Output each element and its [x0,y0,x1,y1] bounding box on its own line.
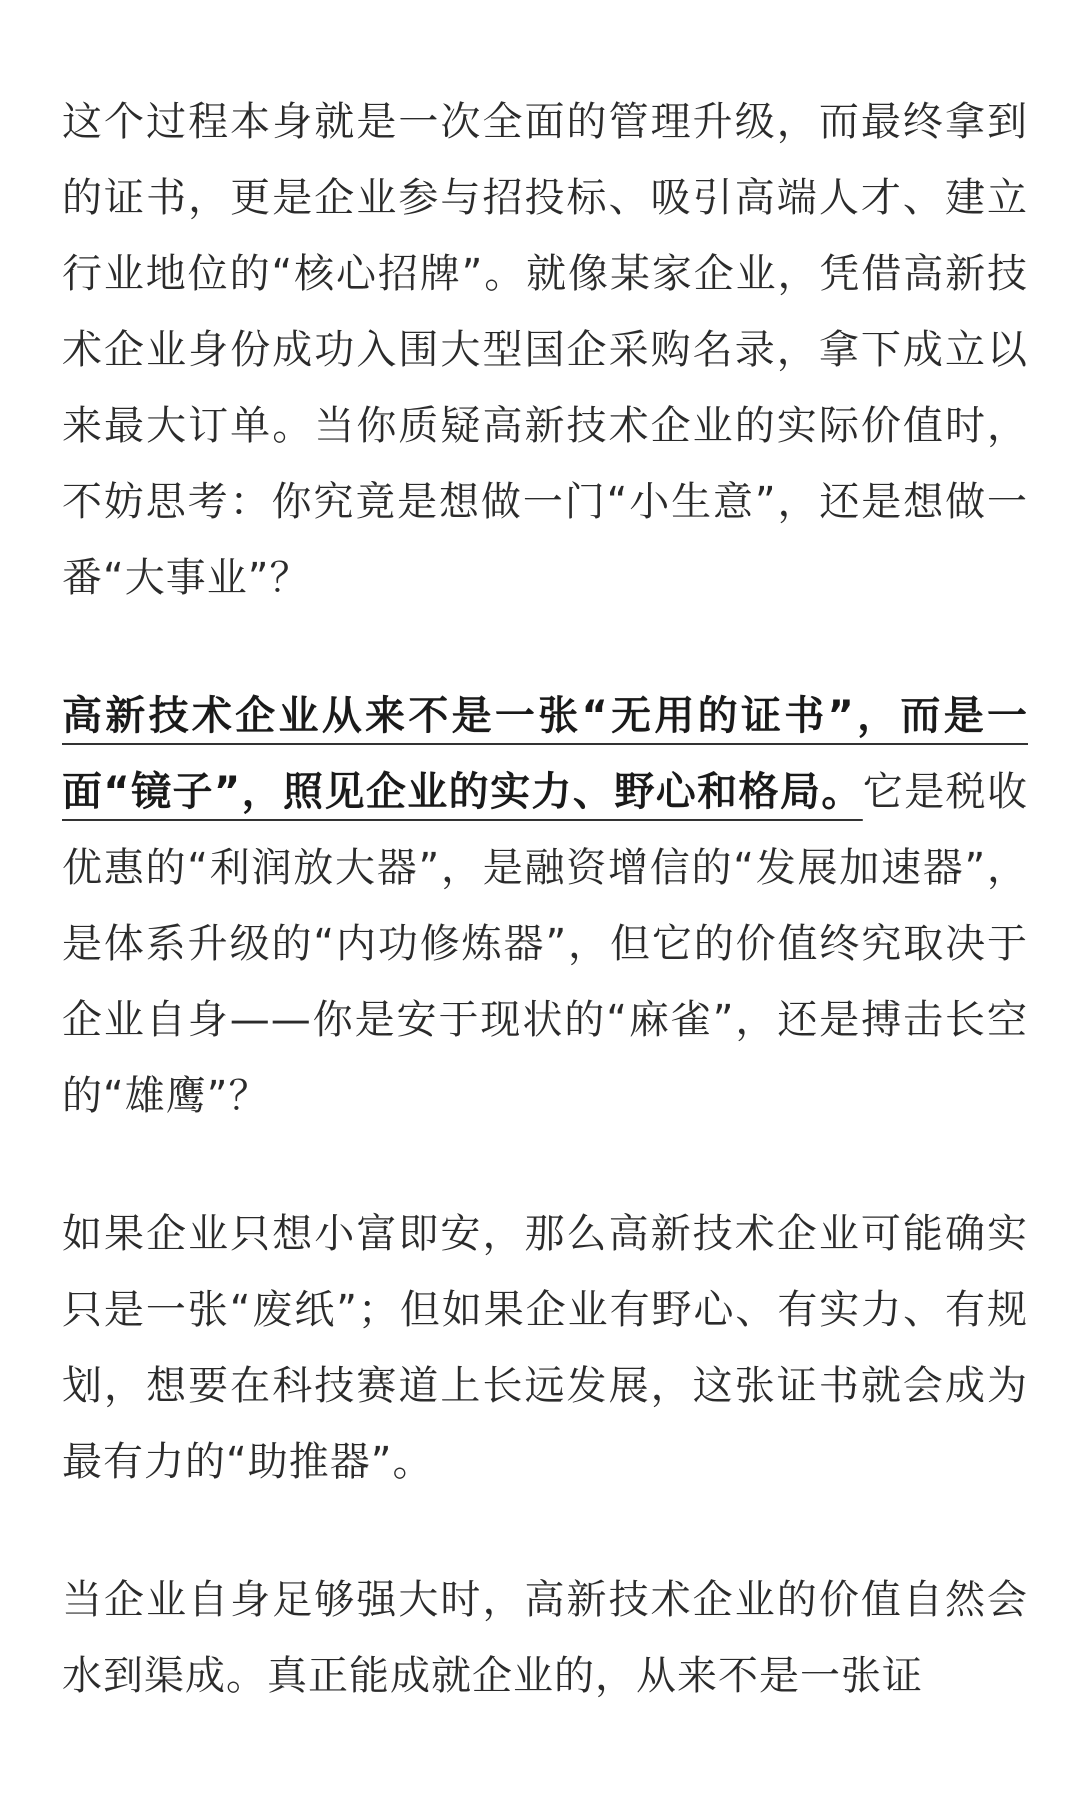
paragraph-management-upgrade [62,84,1028,616]
article-body [62,84,1028,1714]
paragraph-ambition [62,1196,1028,1500]
paragraph-text: 它是税收优惠的“利润放大器”，是融资增信的“发展加速器”，是体系升级的“内功修炼器”，但它的价值终究取决于企业自身——你是安于现状的“麻雀”，还是搏击长空的“雄鹰”？ [62,769,1029,1119]
paragraph-text: 当企业自身足够强大时，高新技术企业的价值自然会水到渠成。真正能成就企业的，从来不是一张证 [62,1577,1028,1699]
paragraph-conclusion [62,1562,1028,1714]
paragraph-text: 如果企业只想小富即安，那么高新技术企业可能确实只是一张“废纸”；但如果企业有野心、有实力、有规划，想要在科技赛道上长远发展，这张证书就会成为最有力的“助推器”。 [62,1211,1028,1485]
emphasized-statement: 高新技术企业从来不是一张“无用的证书”，而是一面“镜子”，照见企业的实力、野心和格局。 [62,693,1028,815]
paragraph-text: 这个过程本身就是一次全面的管理升级，而最终拿到的证书，更是企业参与招投标、吸引高端人才、建立行业地位的“核心招牌”。就像某家企业，凭借高新技术企业身份成功入围大型国企采购名录，拿下成立以来最大订单。当你质疑高新技术企业的实际价值时，不妨思考：你究竟是想做一门“小生意”，还是想做一番“大事业”？ [62,99,1028,601]
paragraph-mirror [62,678,1028,1134]
